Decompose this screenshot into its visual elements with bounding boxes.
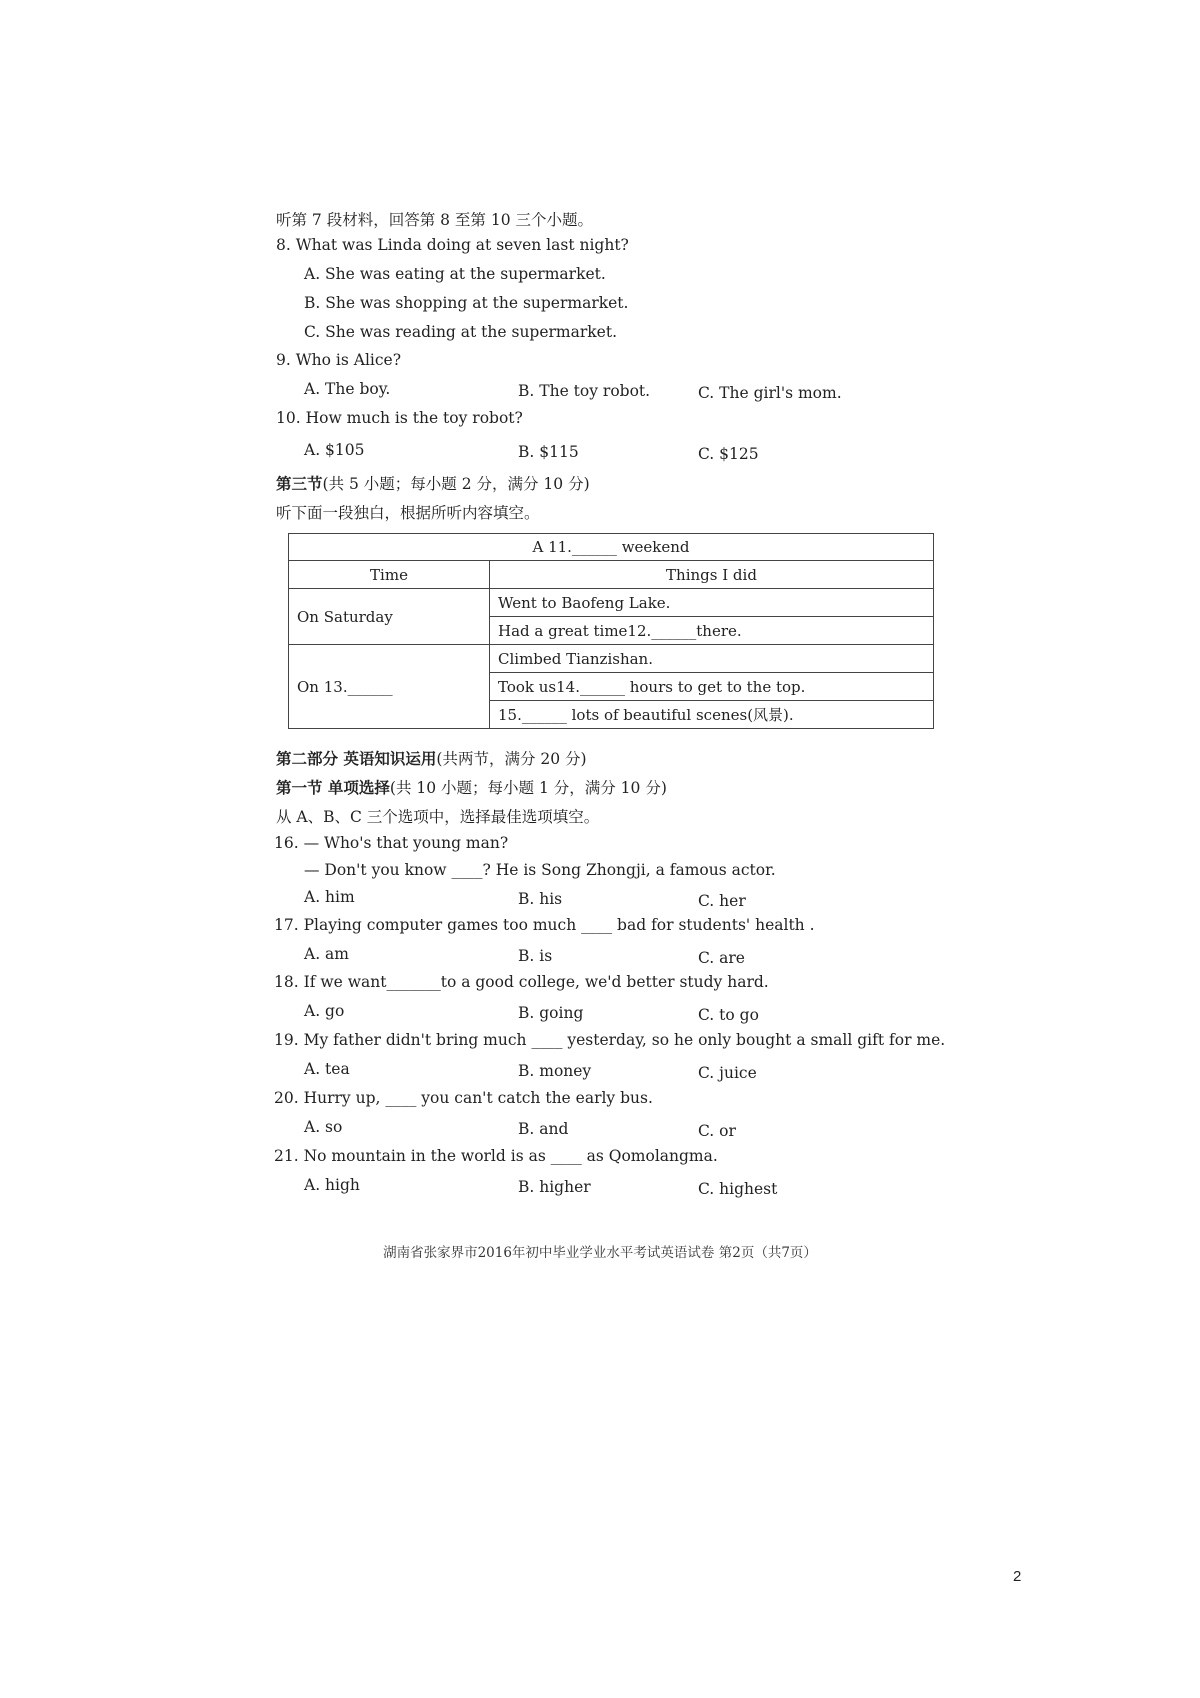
table-cell: 15.______ lots of beautiful scenes(风景). (490, 701, 934, 729)
section3-instruction: 听下面一段独白，根据所听内容填空。 (276, 504, 540, 522)
question-stem: What was Linda doing at seven last night? (295, 236, 629, 254)
option-a: A. She was eating at the supermarket. (304, 265, 606, 283)
question-21 (274, 1147, 718, 1165)
question-number: 9. (276, 351, 291, 369)
table-title: A 11.______ weekend (289, 534, 934, 561)
option-b: B. money (518, 1062, 592, 1080)
option-c: C. $125 (698, 445, 759, 463)
option-b: B. is (518, 947, 553, 965)
option-c: C. are (698, 949, 745, 967)
question-stem: Playing computer games too much ____ bad for students' health . (303, 916, 815, 934)
question-number: 18. (274, 973, 299, 991)
question-stem: — Who's that young man? (303, 834, 509, 852)
section7-instruction: 听第 7 段材料，回答第 8 至第 10 三个小题。 (276, 211, 594, 229)
listening-fill-table (288, 533, 934, 729)
question-number: 16. (274, 834, 299, 852)
column-header-time: Time (289, 561, 490, 589)
question-stem: How much is the toy robot? (305, 409, 523, 427)
row-label-saturday: On Saturday (289, 589, 490, 645)
question-number: 17. (274, 916, 299, 934)
option-a: A. The boy. (304, 380, 391, 398)
option-b: B. $115 (518, 443, 579, 461)
question-20 (274, 1089, 653, 1107)
question-number: 19. (274, 1031, 299, 1049)
option-a: A. him (304, 888, 355, 906)
option-a: A. go (304, 1002, 345, 1020)
option-a: A. am (304, 945, 349, 963)
question-stem: My father didn't bring much ____ yesterday, so he only bought a small gift for me. (303, 1031, 946, 1049)
question-18 (274, 973, 769, 991)
question-10 (276, 409, 523, 427)
section3-title: 第三节 (276, 474, 323, 493)
option-b: B. and (518, 1120, 569, 1138)
part2-section1-heading (276, 776, 667, 798)
question-number: 8. (276, 236, 291, 254)
question-stem: Who is Alice? (295, 351, 402, 369)
option-b: B. The toy robot. (518, 382, 651, 400)
option-a: A. high (304, 1176, 360, 1194)
question-16-line2: — Don't you know ____? He is Song Zhongji, a famous actor. (304, 861, 776, 879)
option-a: A. so (304, 1118, 343, 1136)
option-c: C. The girl's mom. (698, 384, 842, 402)
option-a: A. tea (304, 1060, 350, 1078)
option-c: C. She was reading at the supermarket. (304, 323, 618, 341)
column-header-things: Things I did (490, 561, 934, 589)
option-c: C. highest (698, 1180, 778, 1198)
row-label-day2: On 13.______ (289, 645, 490, 729)
option-c: C. or (698, 1122, 736, 1140)
option-b: B. She was shopping at the supermarket. (304, 294, 629, 312)
part2-instruction: 从 A、B、C 三个选项中，选择最佳选项填空。 (276, 808, 600, 826)
question-8 (276, 236, 629, 254)
option-b: B. his (518, 890, 563, 908)
table-cell: Climbed Tianzishan. (490, 645, 934, 673)
section3-scoring: (共 5 小题；每小题 2 分，满分 10 分) (322, 475, 590, 493)
table-cell: Went to Baofeng Lake. (490, 589, 934, 617)
table-cell: Took us14.______ hours to get to the top. (490, 673, 934, 701)
section1-scoring: (共 10 小题；每小题 1 分，满分 10 分) (389, 779, 667, 797)
part2-title: 第二部分 英语知识运用 (276, 749, 437, 768)
page-number: 2 (1013, 1568, 1022, 1585)
question-9 (276, 351, 401, 369)
question-number: 10. (276, 409, 301, 427)
question-17 (274, 916, 815, 934)
option-c: C. her (698, 892, 746, 910)
option-c: C. to go (698, 1006, 759, 1024)
option-b: B. higher (518, 1178, 591, 1196)
table-cell: Had a great time12.______there. (490, 617, 934, 645)
section3-heading (276, 472, 590, 494)
option-a: A. $105 (304, 441, 365, 459)
question-number: 21. (274, 1147, 299, 1165)
question-stem: Hurry up, ____ you can't catch the early bus. (303, 1089, 653, 1107)
option-c: C. juice (698, 1064, 757, 1082)
question-16 (274, 834, 508, 852)
part2-scoring: (共两节，满分 20 分) (436, 750, 587, 768)
part2-heading (276, 747, 587, 769)
option-b: B. going (518, 1004, 584, 1022)
page-footer: 湖南省张家界市2016年初中毕业学业水平考试英语试卷 第2页（共7页） (383, 1245, 817, 1261)
section1-title: 第一节 单项选择 (276, 778, 390, 797)
question-19 (274, 1031, 945, 1049)
question-stem: No mountain in the world is as ____ as Qomolangma. (303, 1147, 718, 1165)
question-stem: If we want_______to a good college, we'd better study hard. (303, 973, 769, 991)
question-number: 20. (274, 1089, 299, 1107)
